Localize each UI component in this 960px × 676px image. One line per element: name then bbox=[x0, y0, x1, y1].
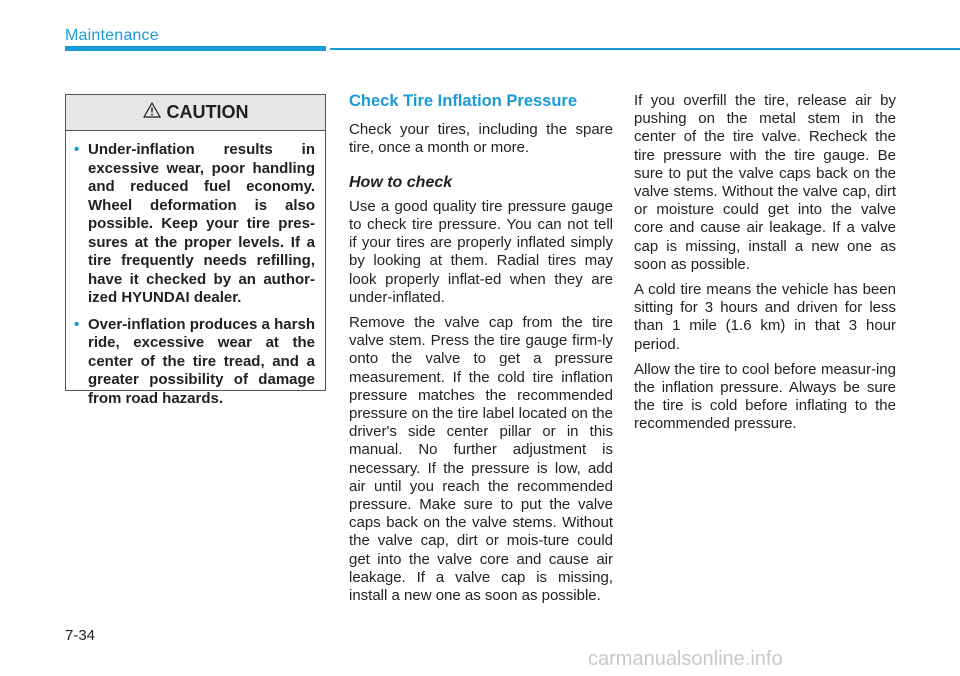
caution-title: CAUTION bbox=[166, 102, 249, 122]
page-number: 7-34 bbox=[65, 627, 96, 644]
intro-paragraph: Check your tires, including the spare tire, once a month or more. bbox=[349, 121, 613, 157]
main-column bbox=[349, 92, 613, 612]
right-column bbox=[634, 92, 896, 441]
body-paragraph: Allow the tire to cool before measur-ing the inflation pressure. Always be sure the tire is cold before inflating to the recommended pressure. bbox=[634, 360, 896, 433]
body-paragraph: A cold tire means the vehicle has been sitting for 3 hours and driven for less than 1 mile (1.6 km) in that 3 hour period. bbox=[634, 281, 896, 353]
caution-header bbox=[66, 95, 325, 131]
watermark: carmanualsonline.info bbox=[588, 648, 783, 670]
caution-item-text: Under-inflation results in excessive wear, poor handling and reduced fuel economy. Wheel deformation is also possible. Keep your tire pres-sures at the proper levels. If a tire frequently needs refilling, have it checked by an author-ized HYUNDAI dealer. bbox=[88, 141, 315, 306]
caution-item bbox=[74, 141, 315, 308]
subheading: How to check bbox=[349, 173, 453, 191]
warning-triangle-icon bbox=[143, 102, 161, 123]
body-paragraph: Use a good quality tire pressure gauge to check tire pressure. You can not tell if your tires are properly inflated simply by looking at them. Radial tires may look properly inflat-ed when they are under-inflated. bbox=[349, 197, 613, 306]
caution-item-text: Over-inflation produces a harsh ride, excessive wear at the center of the tire tread, and a greater possibility of damage from road hazards. bbox=[88, 315, 315, 407]
caution-item bbox=[74, 315, 315, 409]
header-rule-thick bbox=[65, 46, 326, 51]
section-header: Maintenance bbox=[65, 27, 159, 44]
section-heading: Check Tire Inflation Pressure bbox=[349, 92, 578, 110]
body-paragraph: If you overfill the tire, release air by pushing on the metal stem in the center of the tire valve. Recheck the tire pressure with the tire gauge. Be sure to put the valve caps back on the valve stems. Without the valve cap, dirt or moisture could get into the valve core and cause air leakage. If a valve cap is missing, install a new one as soon as possible. bbox=[634, 92, 896, 273]
bullet-icon: • bbox=[74, 315, 80, 333]
caution-box bbox=[65, 94, 326, 407]
header-rule-thin bbox=[330, 48, 960, 50]
caution-list bbox=[66, 131, 325, 408]
body-paragraph: Remove the valve cap from the tire valve stem. Press the tire gauge firm-ly onto the valve to get a pressure measurement. If the cold tire inflation pressure matches the recommended pressure on the tire label located on the driver's side center pillar or in this manual. No further adjustment is necessary. If the pressure is low, add air until you reach the recommended pressure. Make sure to put the valve caps back on the valve stems. Without the valve cap, dirt or mois-ture could get into the valve core and cause air leakage. If a valve cap is missing, install a new one as soon as possible. bbox=[349, 314, 613, 605]
bullet-icon: • bbox=[74, 141, 80, 158]
